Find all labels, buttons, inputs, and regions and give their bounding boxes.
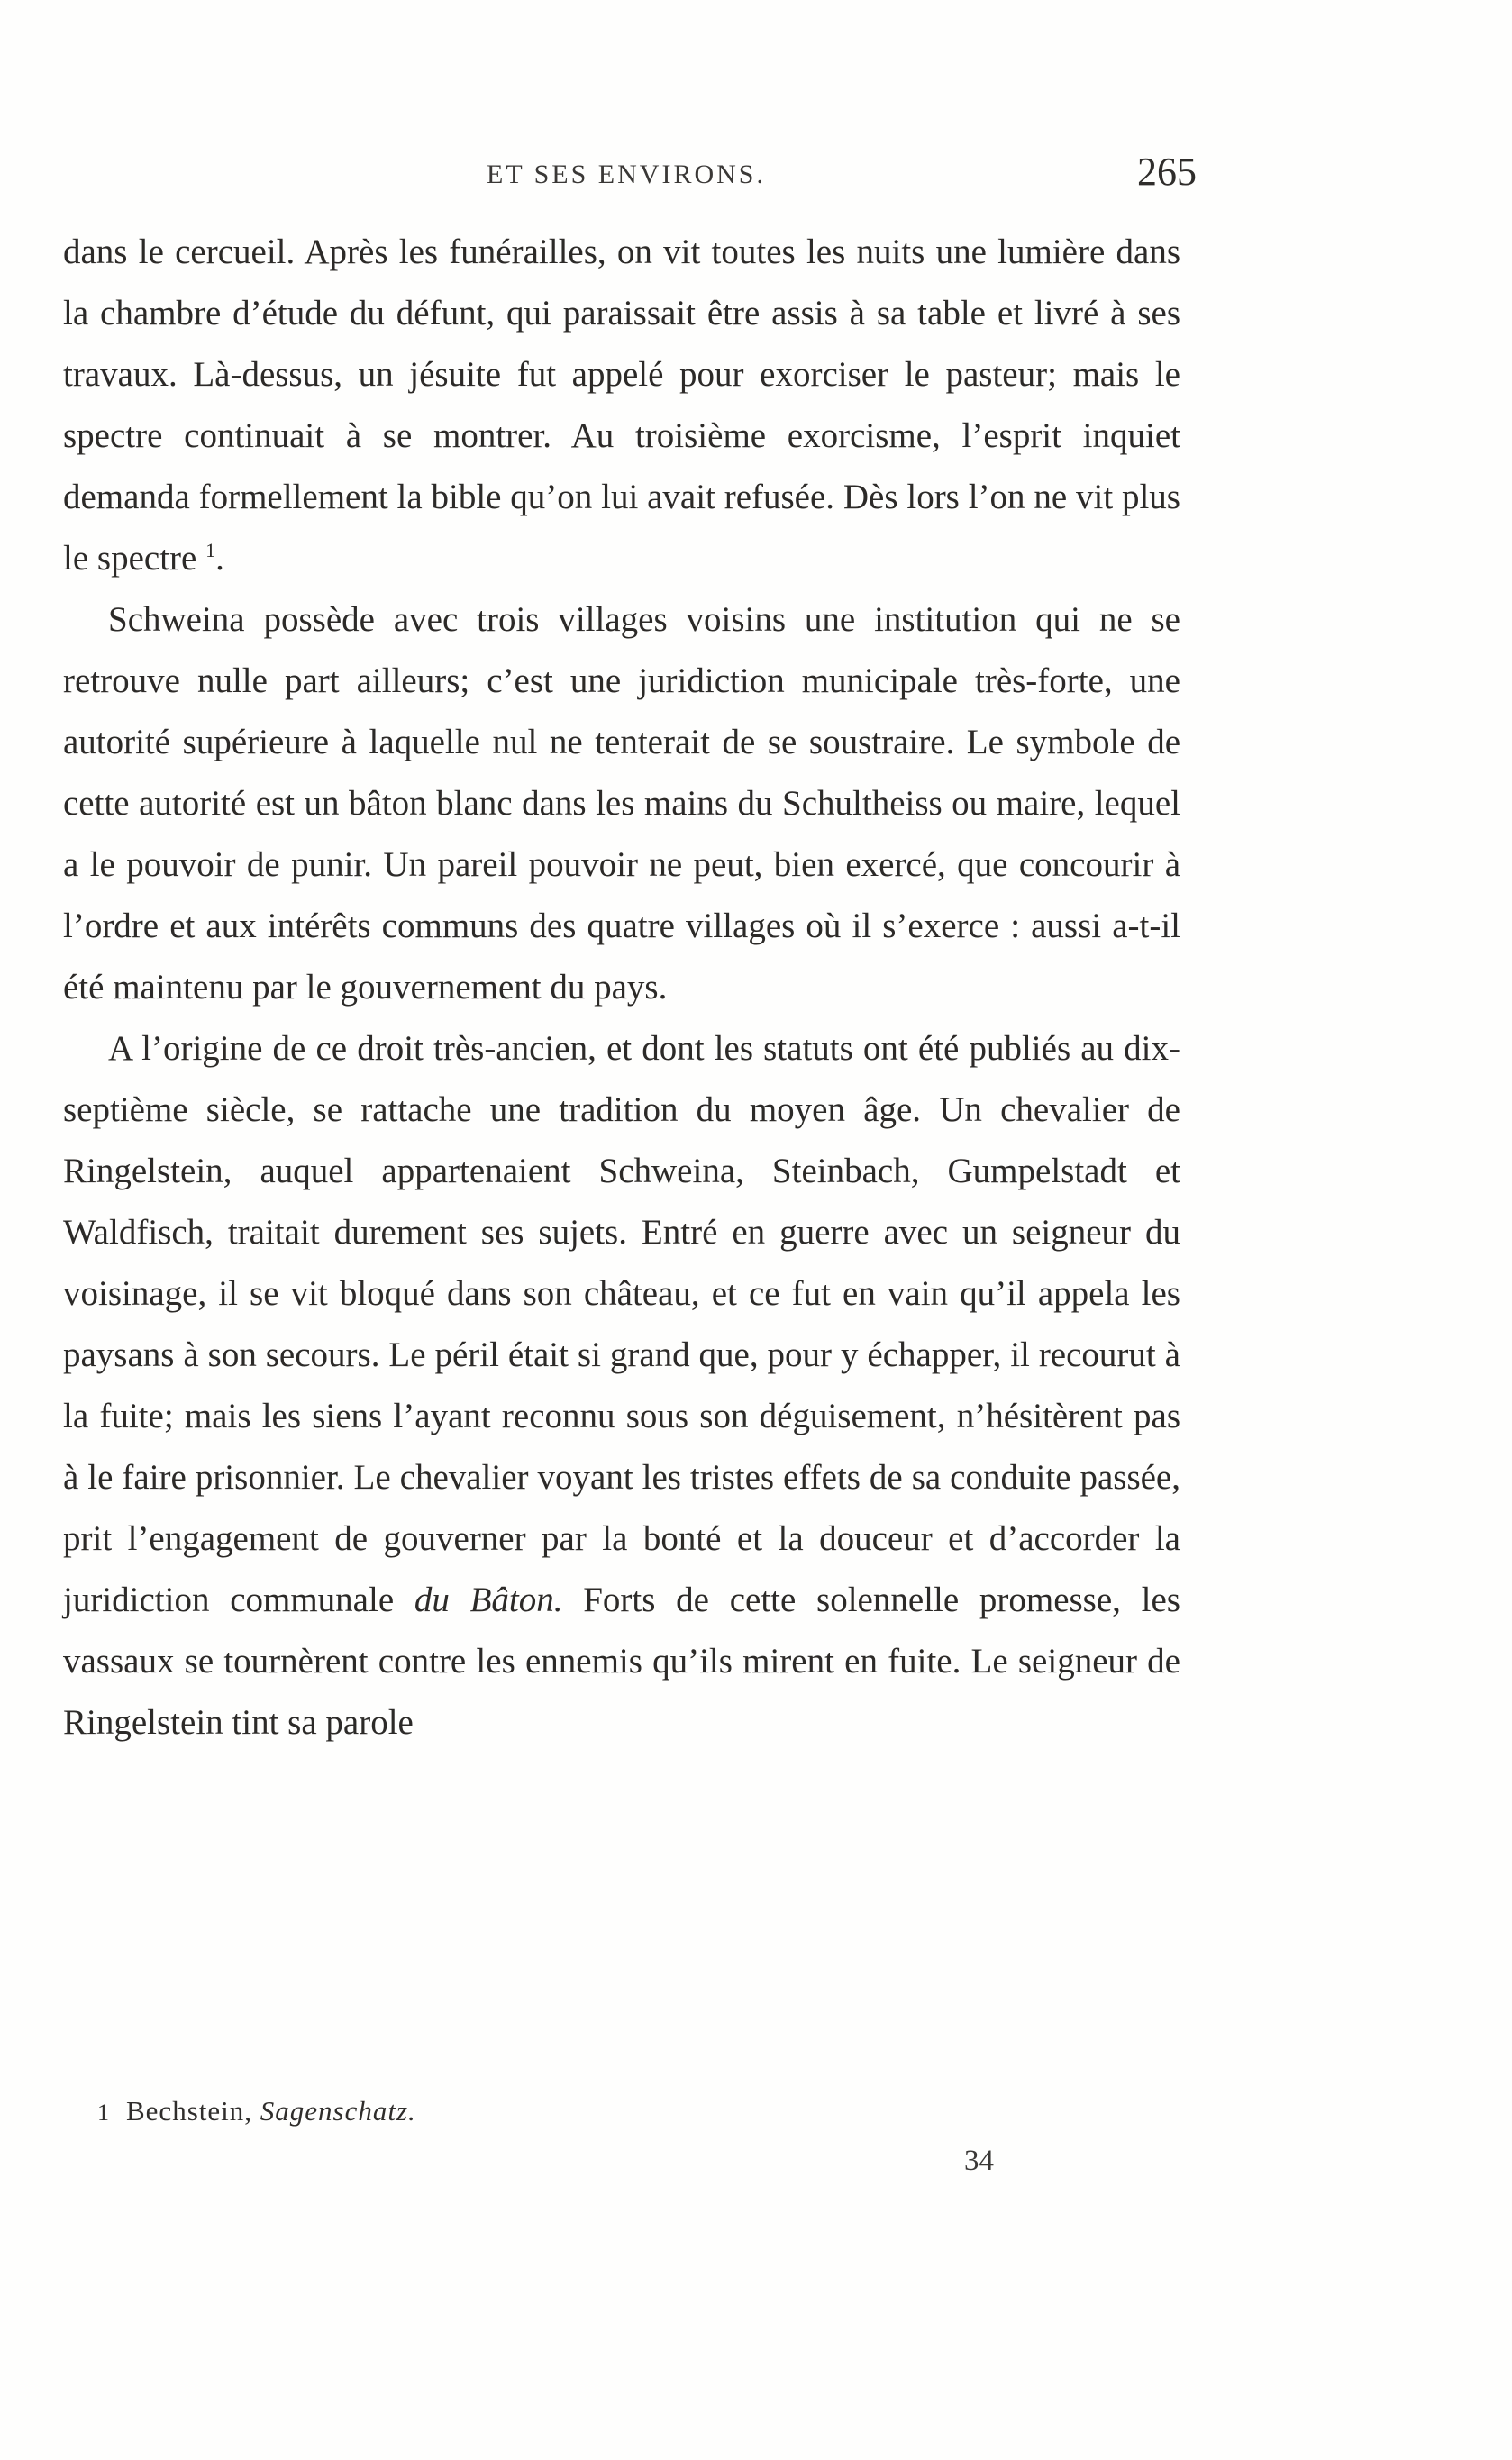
footnote-reference[interactable]: 1 — [205, 539, 216, 561]
body-text — [63, 222, 1180, 1754]
paragraph-1-text: dans le cercueil. Après les funérailles, on vit toutes les nuits une lumière dans la chambre d’étude du défunt, qui paraissait être assis à sa table et livré à ses travaux. Là-dessus, un jésuite fut appelé pour exorciser le pasteur; mais le spectre continuait à se montrer. Au troisième exorcisme, l’esprit inquiet demanda formellement la bible qu’on lui avait refusée. Dès lors l’on ne vit plus le spectre — [63, 232, 1180, 578]
running-title: ET SES ENVIRONS. — [487, 159, 766, 189]
paragraph-2: Schweina possède avec trois villages voisins une institution qui ne se retrouve nulle part ailleurs; c’est une juridiction municipale très-forte, une autorité supérieure à laquelle nul ne tenterait de se soustraire. Le symbole de cette autorité est un bâton blanc dans les mains du Schultheiss ou maire, lequel a le pouvoir de punir. Un pareil pouvoir ne peut, bien exercé, que concourir à l’ordre et aux intérêts communs des quatre villages où il s’exerce : aussi a-t-il été maintenu par le gouvernement du pays. — [63, 600, 1180, 1007]
footnote-author: Bechstein, — [126, 2095, 260, 2127]
paragraph-3-text-a: A l’origine de ce droit très-ancien, et dont les statuts ont été publiés au dix-septième siècle, se rattache une tradition du moyen âge. Un chevalier de Ringelstein, auquel appartenaient Schweina, Steinbach, Gumpelstadt et Waldfisch, traitait durement ses sujets. Entré en guerre avec un seigneur du voisinage, il se vit bloqué dans son château, et ce fut en vain qu’il appela les paysans à son secours. Le péril était si grand que, pour y échapper, il recourut à la fuite; mais les siens l’ayant reconnu sous son déguisement, n’hésitèrent pas à le faire prisonnier. Le chevalier voyant les tristes effets de sa conduite passée, prit l’engagement de gouverner par la bonté et la douceur et d’accorder la juridiction communale — [63, 1029, 1180, 1619]
running-head — [63, 149, 1197, 203]
paragraph-3-text-b: Forts de cette solennelle promesse, les vassaux se tournèrent contre les ennemis qu’ils mirent en fuite. Le seigneur de Ringelstein tint sa parole — [63, 1581, 1180, 1742]
paragraph-1-end: . — [215, 539, 224, 578]
paragraph-3-italic: du Bâton. — [414, 1581, 563, 1619]
paragraph-1 — [63, 222, 1180, 589]
footnote-title: Sagenschatz. — [260, 2095, 416, 2127]
footnote — [97, 2095, 1088, 2127]
signature-mark: 34 — [964, 2145, 994, 2177]
page-number: 265 — [1137, 150, 1197, 194]
paragraph-3 — [63, 1018, 1180, 1754]
footnote-number: 1 — [97, 2100, 110, 2126]
